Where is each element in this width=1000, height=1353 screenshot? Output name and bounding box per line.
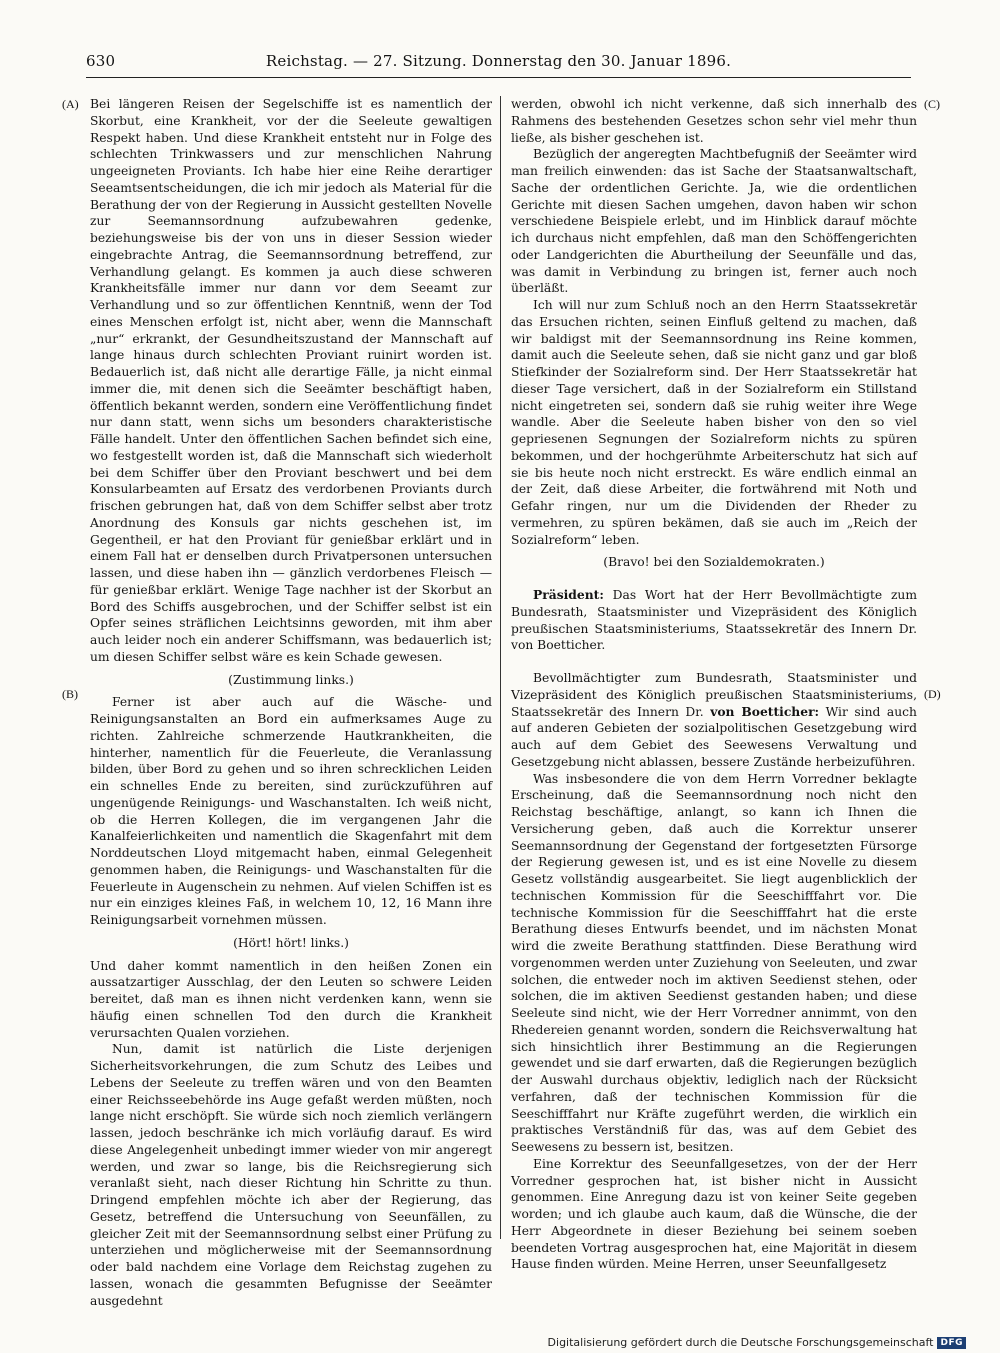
paragraph: Eine Korrektur des Seeunfallgesetzes, von der der Herr Vorredner gesprochen hat, ist bisher nicht in Aussicht genommen. Eine Anregung dazu ist von keiner Seite gegeben worden; und ich glaube auch kaum, daß die Wünsche, die der Herr Abgeordnete in dieser Beziehung bei seinem soeben beendeten Vortrag ausgesprochen hat, eine Majorität in diesem Hause finden würden. Meine Herren, unser Seeunfallgesetz: [511, 1156, 917, 1272]
president-statement: [511, 587, 917, 654]
right-column: [511, 96, 917, 1273]
interjection: (Bravo! bei den Sozialdemokraten.): [603, 555, 825, 570]
paragraph: Was insbesondere die von dem Herrn Vorredner beklagte Erscheinung, daß die Seemannsordnung noch nicht den Reichstag beschäftige, anlangt, so kann ich Ihnen die Versicherung geben, daß auch die Korrektur unserer Seemannsordnung der Gegenstand der fortgesetzten Fürsorge der Regierung gewesen ist, und es ist eine Novelle zu diesem Gesetz vollständig ausgearbeitet. Sie liegt augenblicklich der technischen Kommission für die Seeschifffahrt vor. Die technische Kommission für die Seeschifffahrt hat die erste Berathung dieses Entwurfs beendet, und im nächsten Monat wird die zweite Berathung stattfinden. Diese Berathung wird vorgenommen werden unter Zuziehung von Seeleuten, und zwar solchen, die entweder noch im aktiven Seedienst stehen, oder solchen, die im aktiven Seedienst gestanden haben; und diese Seeleute sind nicht, wie der Herr Vorredner annimmt, von den Rhedereien genannt worden, sondern die Reichsverwaltung hat sich hinsichtlich ihrer Bestimmung an die Regierungen gewendet und sie darf erwarten, daß die Regierungen bezüglich der Auswahl durchaus objektiv, lediglich nach der Rücksicht verfahren, daß der technischen Kommission für die Seeschifffahrt nur Kräfte zugeführt werden, die wirklich ein praktisches Verständniß für das, was auf dem Gebiet des Seewesens zu bessern ist, besitzen.: [511, 771, 917, 1154]
speaker-intro: Bevollmächtigter zum Bundesrath, Staatsminister und Vizepräsident des Königlich preußischen Staatsministeriums, Staatssekretär des Innern Dr.: [511, 671, 917, 719]
interjection: (Hört! hört! links.): [233, 935, 349, 950]
speaker-text: Wir sind auch auf anderen Gebieten der sozialpolitischen Gesetzgebung wird auch auf dem Gebiet des Seewesens Verwaltung und Gesetzgebung nicht ablassen, bessere Zustände herbeizuführen.: [511, 704, 917, 769]
president-text: Das Wort hat der Herr Bevollmächtigte zum Bundesrath, Staatsminister und Vizepräsident des Königlich preußischen Staatsministeriums, Staatssekretär des Innern Dr. von Boetticher.: [511, 588, 918, 653]
paragraph: Bei längeren Reisen der Segelschiffe ist es namentlich der Skorbut, eine Krankheit, vor der die Seeleute gewaltigen Respekt haben. Und diese Krankheit entsteht nur in Folge des schlechten Trinkwassers und zur menschlichen Nahrung ungeeigneten Proviants. Ich habe hier eine Reihe derartiger Seeamtsentscheidungen, die ich mir jedoch als Material für die Berathung der von der Regierung in Aussicht gestellten Novelle zur Seemannsordnung aufzubewahren gedenke, beziehungsweise bis der von uns in dieser Session wieder eingebrachte Antrag, die Seemannsordnung betreffend, zur Verhandlung gelangt. Es kommen ja auch diese schweren Krankheitsfälle immer nur dann vor dem Seeamt zur Verhandlung und so zur öffentlichen Kenntniß, wenn der Tod eines Menschen erfolgt ist, nicht aber, wenn die Mannschaft „nur“ erkrankt, der Gesundheitszustand der Mannschaft auf lange hinaus durch schlechten Proviant ruinirt worden ist. Bedauerlich ist, daß nicht alle derartige Fälle, ja nicht einmal immer die, mit denen sich die Seeämter beschäftigt haben, öffentlich bekannt werden, sondern eine Veröffentlichung findet nur dann statt, wenn sichs um besonders charakteristische Fälle handelt. Unter den öffentlichen Sachen befindet sich eine, wo festgestellt worden ist, daß die Mannschaft sich wiederholt bei dem Schiffer über den Proviant beschwert und bei dem Konsularbeamten auf Ersatz des verdorbenen Proviants durch frischen gebrungen hat, daß von dem Schiffer selbst aber trotz Anordnung des Konsuls gar nichts geschehen ist, im Gegentheil, er hat den Proviant für genießbar erklärt und in einem Fall hat er denselben durch Privatpersonen untersuchen lassen, und diese haben ihn — gänzlich verdorbenes Fleisch — für genießbar erklärt. Wenige Tage nachher ist der Skorbut an Bord des Schiffs ausgebrochen, und der Schiffer selbst ist ein Opfer seines sträflichen Leichtsinns geworden, mit ihm aber auch leider noch ein anderer Schiffsmann, was bedauerlich ist; um diesen Schiffer selbst wäre es kein Schade gewesen.: [90, 97, 492, 664]
speaker-name: von Boetticher:: [710, 703, 820, 719]
column-divider: [500, 96, 501, 1239]
paragraph: Ich will nur zum Schluß noch an den Herrn Staatssekretär das Ersuchen richten, seinen Einfluß geltend zu machen, daß wir baldigst mit der Seemannsordnung ins Reine kommen, damit auch die Seeleute sehen, daß sie nicht ganz und gar bloß Stiefkinder der Sozialreform sind. Der Herr Staatssekretär hat dieser Tage versichert, daß in der Sozialreform ein Stillstand nicht eingetreten sei, sondern daß sie ruhig weiter ihre Wege wandle. Aber die Seeleute haben bisher von den so viel gepriesenen Segnungen der Sozialreform nichts zu spüren bekommen, und der hochgerühmte Arbeiterschutz hat sich auf sie bis heute noch nicht erstreckt. Es wäre endlich einmal an der Zeit, daß diese Arbeiter, die fortwährend mit Noth und Gefahr ringen, nur um die Dividenden der Rheder zu vermehren, zu spüren bekämen, daß sie auch im „Reich der Sozialreform“ leben.: [511, 298, 917, 547]
margin-marker-b: (B): [62, 687, 78, 701]
president-label: Präsident:: [533, 587, 604, 602]
paragraph: Und daher kommt namentlich in den heißen Zonen ein aussatzartiger Ausschlag, der den Leuten so schwere Leiden bereitet, daß man es ihnen nicht verdenken kann, wenn sie häufig einen schnellen Tod den durch die Krankheit verursachten Qualen vorziehen.: [90, 958, 492, 1040]
dfg-logo: DFG: [937, 1337, 966, 1349]
footer-credit: Digitalisierung gefördert durch die Deutsche Forschungsgemeinschaft: [547, 1336, 934, 1349]
page-header: [86, 52, 911, 74]
paragraph: Nun, damit ist natürlich die Liste derjenigen Sicherheitsvorkehrungen, die zum Schutz des Leibes und Lebens der Seeleute zu treffen wären und von den Beamten einer Reichsseebehörde ins Auge gefaßt werden müßten, noch lange nicht erschöpft. Sie würde sich noch ziemlich verlängern lassen, jedoch beschränke ich mich vorläufig darauf. Es wird diese Angelegenheit unbedingt immer wieder von mir angeregt werden, und zwar so lange, bis die Reichsregierung sich veranlaßt sieht, nach dieser Richtung hin Schritte zu thun. Dringend empfehlen möchte ich aber der Regierung, das Gesetz, betreffend die Untersuchung von Seeunfällen, zu gleicher Zeit mit der Seemannsordnung selbst einer Prüfung zu unterziehen und möglicherweise mit der Seemannsordnung oder bald nachdem eine Vorlage dem Reichstag zugehen zu lassen, wonach die gesammten Befugnisse der Seeämter ausgedehnt: [90, 1042, 492, 1308]
speaker-statement: [511, 670, 917, 771]
page-title: Reichstag. — 27. Sitzung. Donnerstag den 30. Januar 1896.: [265, 52, 732, 70]
footer: [548, 1336, 966, 1349]
page-number: 630: [86, 52, 116, 70]
paragraph: Ferner ist aber auch auf die Wäsche- und Reinigungsanstalten an Bord ein aufmerksames Auge zu richten. Zahlreiche schmerzende Hautkrankheiten, die hinterher, namentlich für die Feuerleute, die Veranlassung bilden, über Bord zu gehen und so ihren schrecklichen Leiden ein schnelles Ende zu bereiten, sind zurückzuführen auf ungenügende Reinigungs- und Waschanstalten. Ich weiß nicht, ob die Herren Kollegen, die im vergangenen Jahr die Kanalfeierlichkeiten und namentlich die Skagenfahrt mit dem Norddeutschen Lloyd mitgemacht haben, einmal Gelegenheit genommen haben, die Reinigungs- und Waschanstalten für die Feuerleute in Augenschein zu nehmen. Auf vielen Schiffen ist es nur ein einziges kleines Faß, in welchem 10, 12, 16 Mann ihre Reinigungsarbeit vornehmen müssen.: [90, 695, 492, 927]
header-rule: [86, 77, 911, 78]
margin-marker-a: (A): [62, 97, 79, 111]
left-column: [90, 96, 492, 1309]
interjection: (Zustimmung links.): [228, 672, 354, 687]
margin-marker-c: (C): [924, 97, 940, 111]
margin-marker-d: (D): [924, 687, 941, 701]
paragraph: Bezüglich der angeregten Machtbefugniß der Seeämter wird man freilich einwenden: das ist Sache der Staatsanwaltschaft, Sache der ordentlichen Gerichte. Ja, wie die ordentlichen Gerichte mit diesen Sachen umgehen, davon haben wir schon verschiedene Beispiele erlebt, und im Hinblick darauf möchte ich durchaus nicht empfehlen, daß man den Schöffengerichten oder Landgerichten die Aburtheilung der Seeunfälle und das, was damit in Verbindung zu bringen ist, ferner auch noch überläßt.: [511, 147, 917, 296]
paragraph: werden, obwohl ich nicht verkenne, daß sich innerhalb des Rahmens des bestehenden Gesetzes schon sehr viel mehr thun ließe, als bisher geschehen ist.: [511, 97, 917, 145]
